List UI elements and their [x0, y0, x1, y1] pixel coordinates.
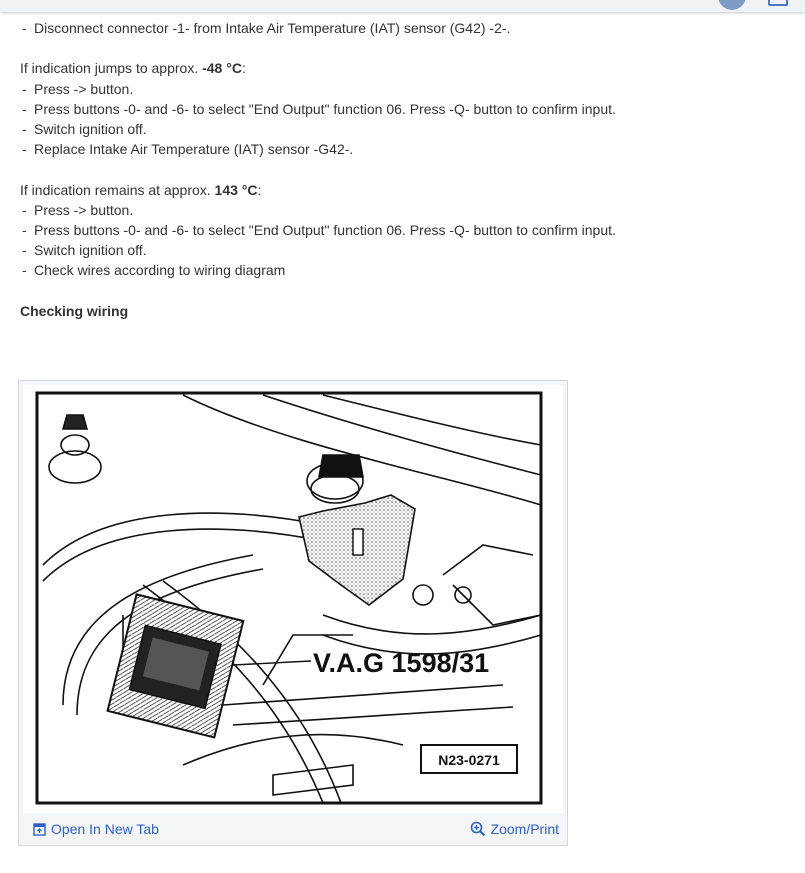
step-item: - Check wires according to wiring diagram	[20, 260, 790, 280]
section-heading: Checking wiring	[20, 302, 129, 319]
open-new-tab-icon	[33, 823, 46, 836]
step-item: - Replace Intake Air Temperature (IAT) sensor -G42-.	[20, 139, 790, 159]
tool-label: V.A.G 1598/31	[313, 648, 490, 678]
condition-colon: :	[241, 60, 246, 77]
step-item: - Switch ignition off.	[20, 119, 790, 139]
open-new-tab-link[interactable]	[33, 821, 159, 837]
top-toolbar	[0, 0, 805, 12]
condition-intro: If indication jumps to approx.	[20, 60, 203, 77]
zoom-print-label: Zoom/Print	[490, 821, 559, 837]
condition-remains	[20, 180, 790, 200]
figure-code: N23-0271	[438, 752, 500, 768]
condition-value: -48 °C	[202, 60, 242, 77]
condition-value: 143 °C	[214, 181, 258, 198]
zoom-icon	[470, 821, 486, 837]
user-avatar[interactable]	[718, 0, 746, 10]
step-item: - Press buttons -0- and -6- to select "End Output" function 06. Press -Q- button to confirm input.	[20, 99, 790, 119]
zoom-print-link[interactable]	[470, 821, 559, 837]
step-disconnect: - Disconnect connector -1- from Intake Air Temperature (IAT) sensor (G42) -2-.	[20, 18, 790, 38]
condition-intro: If indication remains at approx.	[20, 181, 215, 198]
figure-container	[18, 380, 568, 846]
step-item: - Switch ignition off.	[20, 240, 790, 260]
condition-colon: :	[257, 181, 262, 198]
condition-jumps	[20, 58, 790, 78]
step-item: - Press -> button.	[20, 200, 790, 220]
step-item: - Press buttons -0- and -6- to select "End Output" function 06. Press -Q- button to confirm input.	[20, 220, 790, 240]
step-item: - Press -> button.	[20, 79, 790, 99]
notification-icon[interactable]	[768, 0, 788, 6]
engine-illustration[interactable]	[23, 385, 563, 813]
procedure-text	[20, 18, 790, 321]
open-new-tab-label: Open In New Tab	[51, 821, 159, 837]
